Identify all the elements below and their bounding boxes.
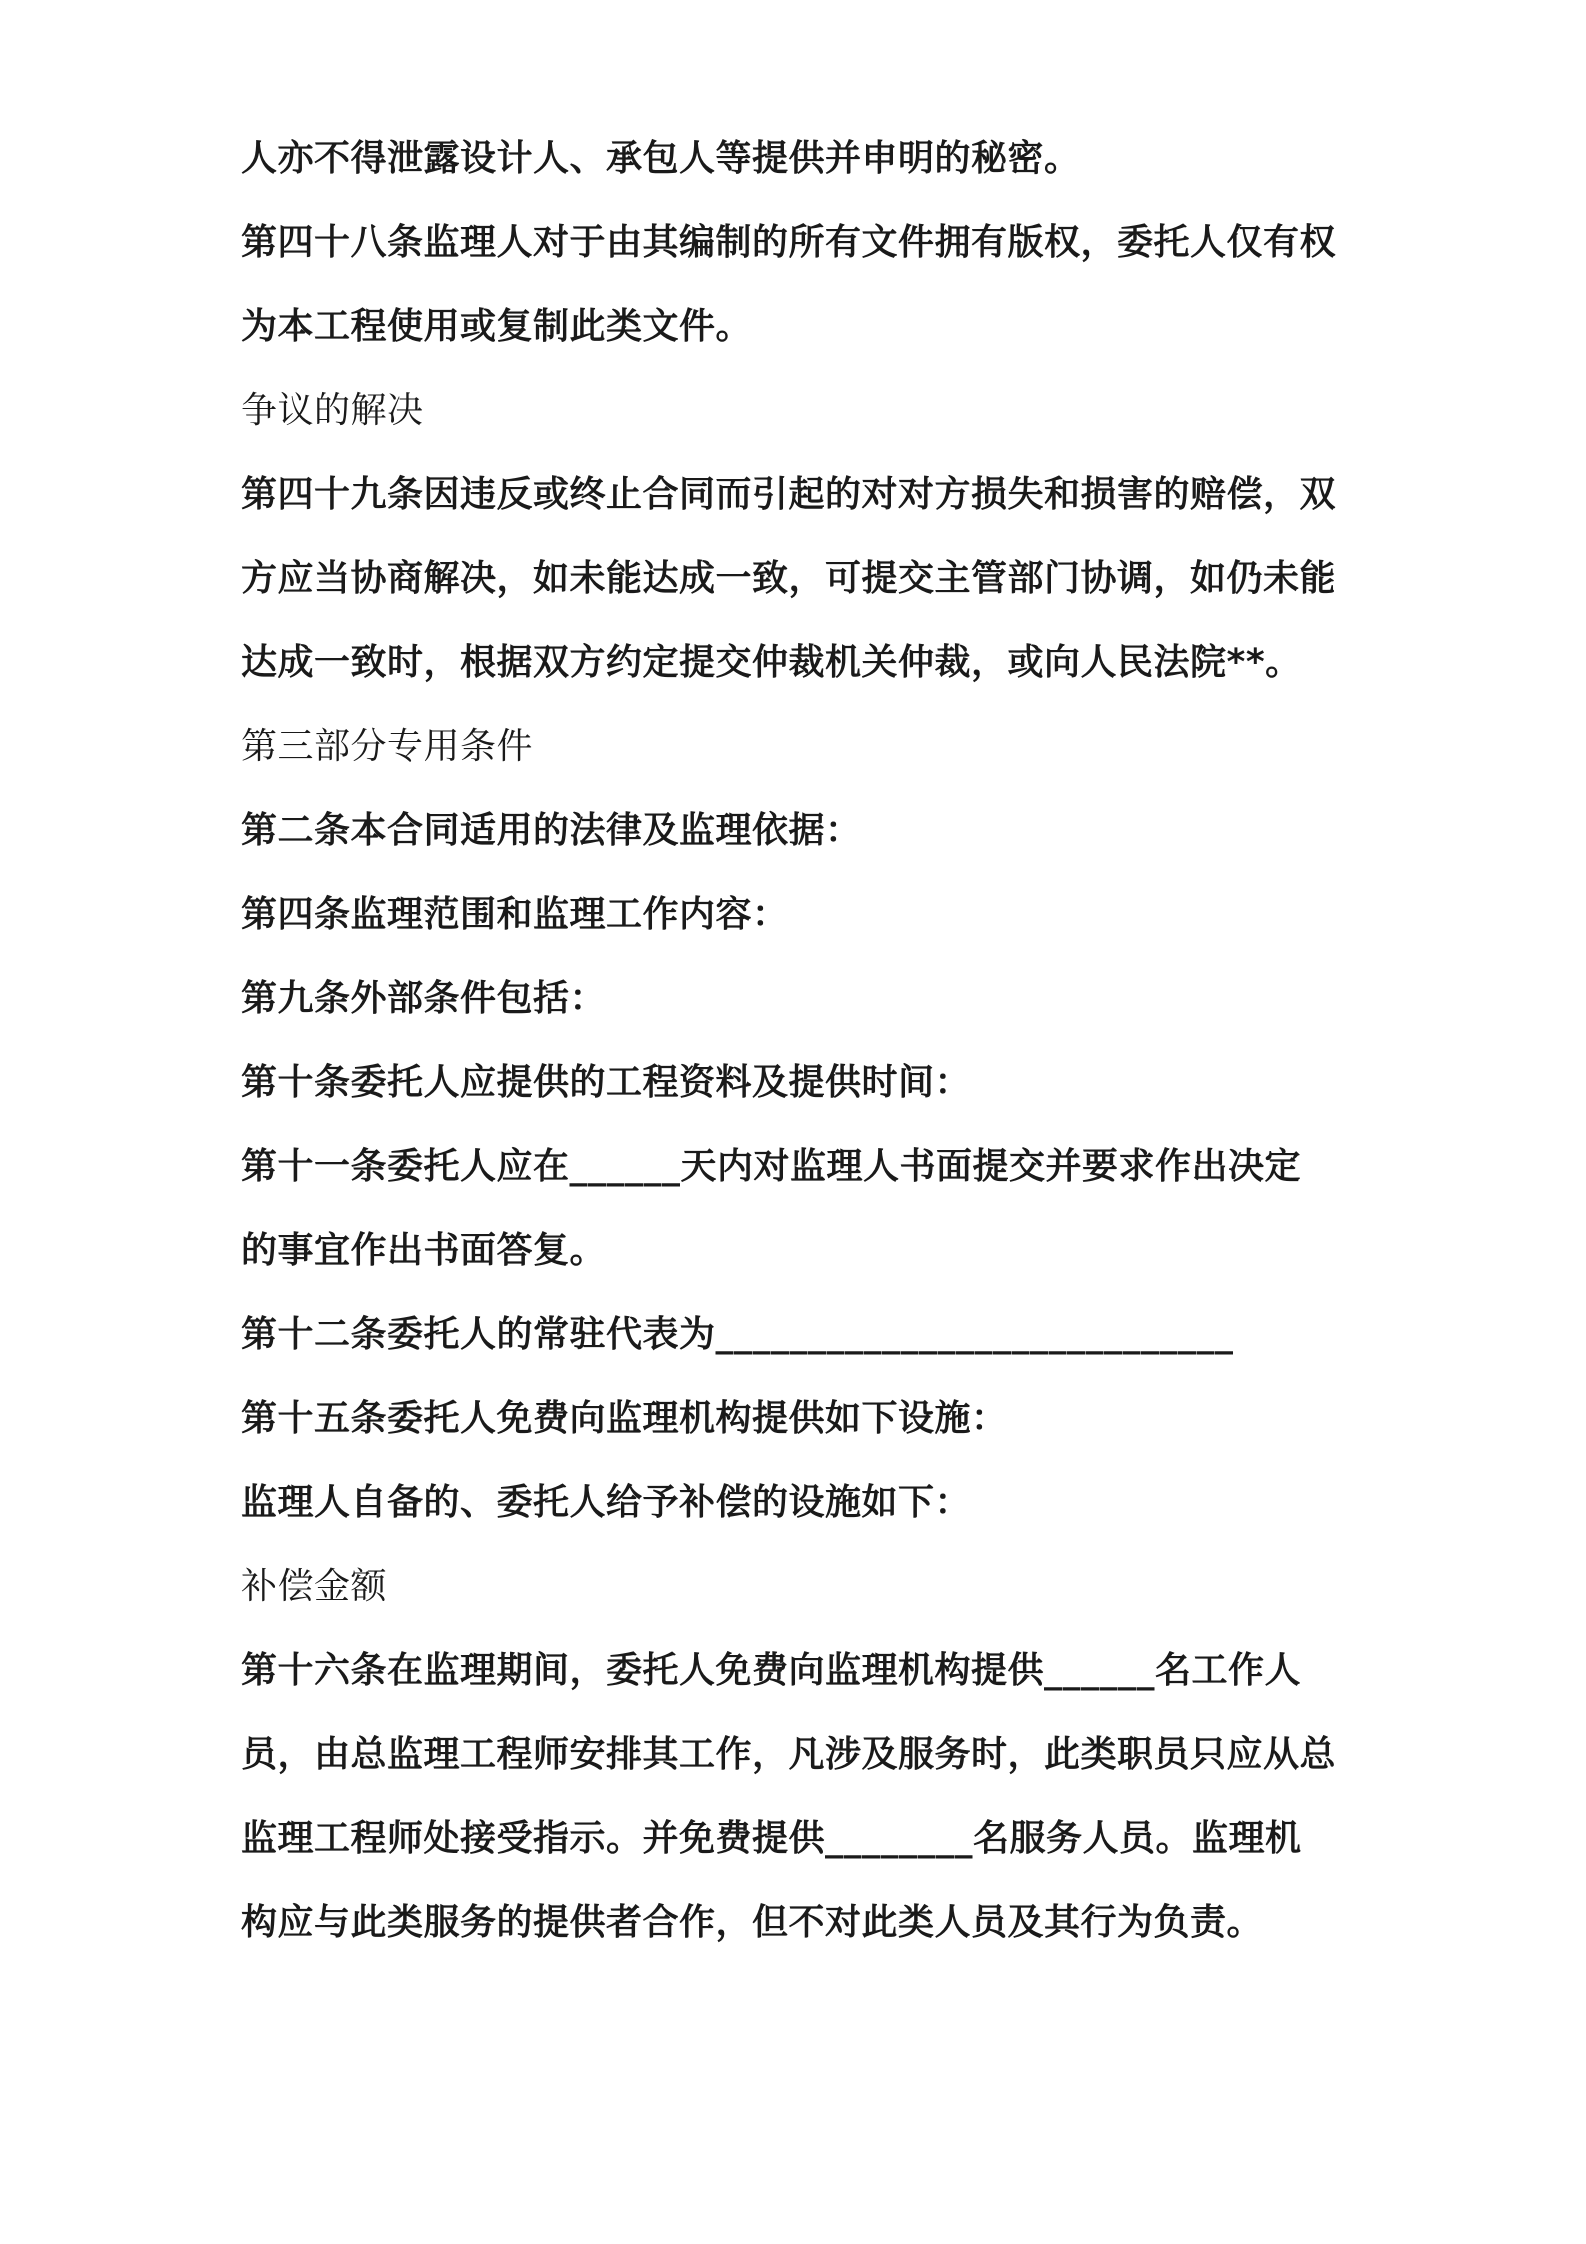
text-line: 第十条委托人应提供的工程资料及提供时间： xyxy=(241,1062,972,1103)
text-line: 监理人自备的、委托人给予补偿的设施如下： xyxy=(241,1482,972,1523)
text-line: 第十一条委托人应在______天内对监理人书面提交并要求作出决定 xyxy=(241,1146,1302,1187)
text-line: 为本工程使用或复制此类文件。 xyxy=(241,306,753,347)
text-line: 第二条本合同适用的法律及监理依据： xyxy=(241,810,862,851)
text-line: 第四十九条因违反或终止合同而引起的对对方损失和损害的赔偿，双 xyxy=(241,474,1337,515)
text-line: 构应与此类服务的提供者合作，但不对此类人员及其行为负责。 xyxy=(241,1902,1264,1943)
text-line: 监理工程师处接受指示。并免费提供________名服务人员。监理机 xyxy=(241,1818,1302,1859)
text-line: 方应当协商解决，如未能达成一致，可提交主管部门协调，如仍未能 xyxy=(241,558,1337,599)
text-line: 第十六条在监理期间，委托人免费向监理机构提供______名工作人 xyxy=(241,1650,1302,1691)
text-line: 第十二条委托人的常驻代表为____________________________ xyxy=(241,1314,1234,1355)
section-heading: 争议的解决 xyxy=(241,390,424,431)
text-line: 第十五条委托人免费向监理机构提供如下设施： xyxy=(241,1398,1008,1439)
section-heading: 第三部分专用条件 xyxy=(241,726,534,767)
section-heading: 补偿金额 xyxy=(241,1566,388,1607)
text-line: 第四十八条监理人对于由其编制的所有文件拥有版权，委托人仅有权 xyxy=(241,222,1337,263)
text-line: 人亦不得泄露设计人、承包人等提供并申明的秘密。 xyxy=(241,138,1081,179)
text-line: 的事宜作出书面答复。 xyxy=(241,1230,607,1271)
text-line: 达成一致时，根据双方约定提交仲裁机关仲裁，或向人民法院**。 xyxy=(241,642,1302,683)
text-line: 第四条监理范围和监理工作内容： xyxy=(241,894,789,935)
text-line: 第九条外部条件包括： xyxy=(241,978,607,1019)
text-line: 员，由总监理工程师安排其工作，凡涉及服务时，此类职员只应从总 xyxy=(241,1734,1337,1775)
